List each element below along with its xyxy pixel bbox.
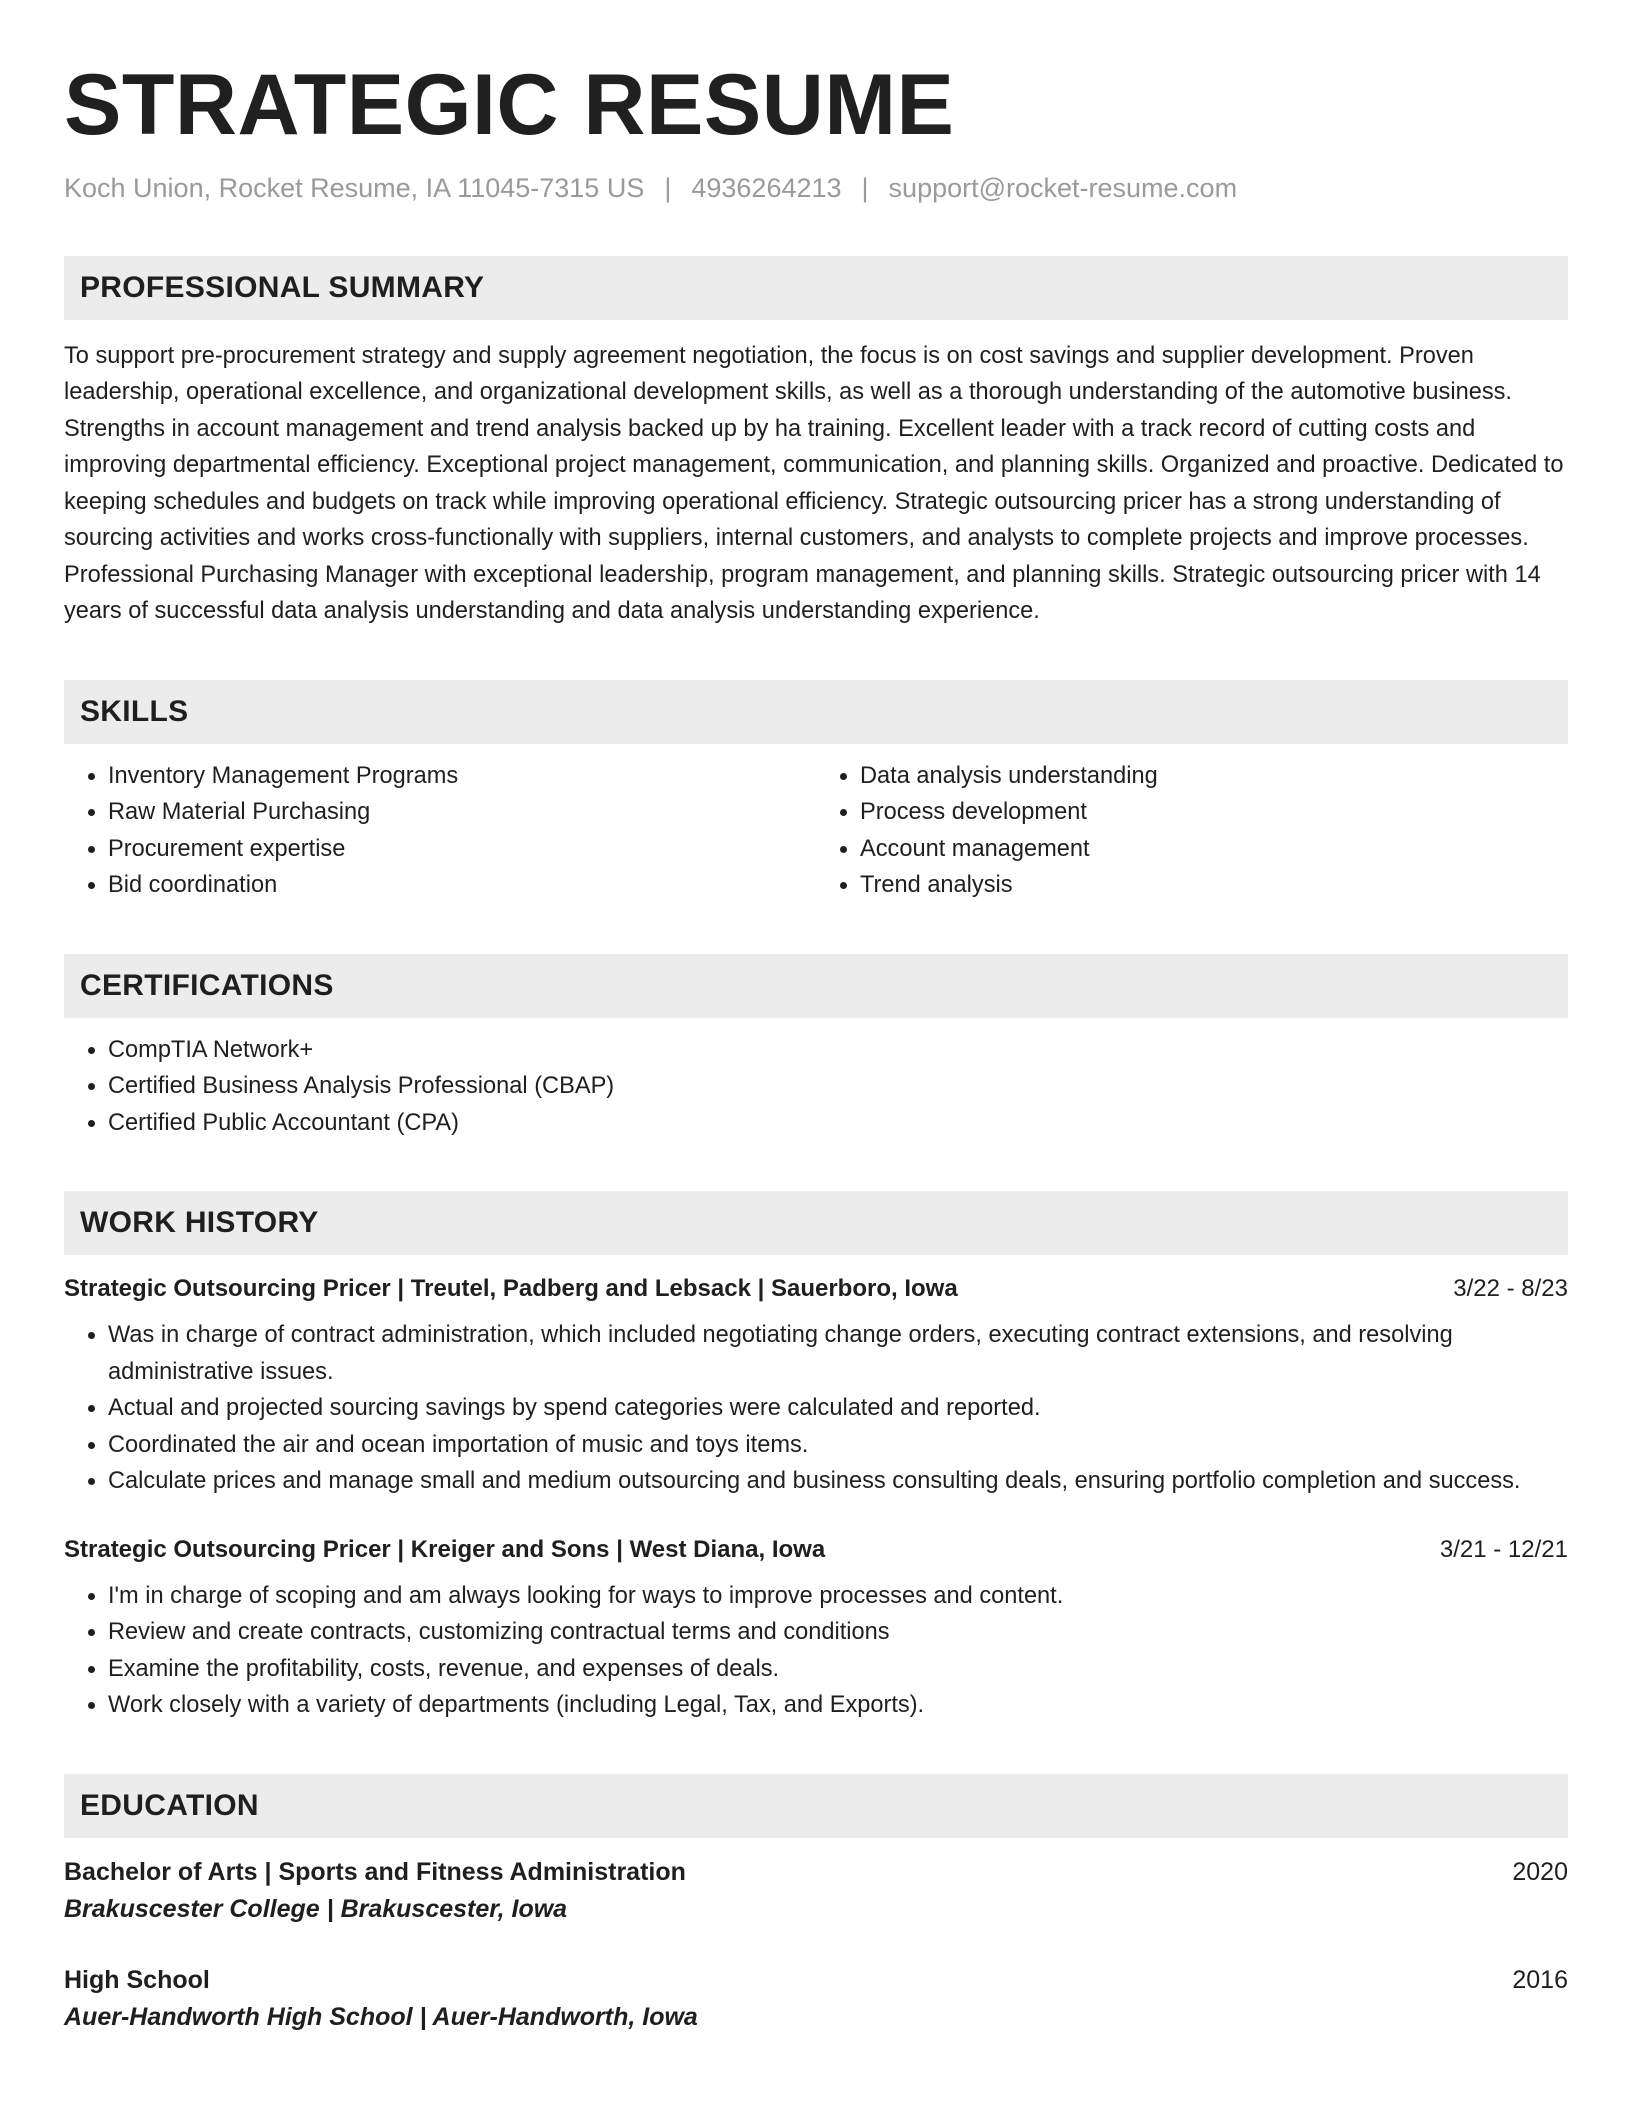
section-heading-certifications: CERTIFICATIONS (64, 954, 1568, 1018)
job-heading: Strategic Outsourcing Pricer | Kreiger and Sons | West Diana, Iowa (64, 1535, 826, 1563)
job-bullet: • Work closely with a variety of departments (including Legal, Tax, and Exports). (108, 1687, 1568, 1724)
education-degree: Bachelor of Arts | Sports and Fitness Administration (64, 1857, 686, 1886)
education-year: 2020 (1512, 1857, 1568, 1886)
job-heading-row (64, 1275, 1568, 1303)
section-heading-education: EDUCATION (64, 1774, 1568, 1838)
skill-item: • Process development (860, 794, 1568, 831)
section-heading-work-history: WORK HISTORY (64, 1191, 1568, 1255)
job-bullet: • I'm in charge of scoping and am always looking for ways to improve processes and content. (108, 1578, 1568, 1615)
job-heading-row (64, 1536, 1568, 1564)
education-heading-row (64, 1966, 1568, 1995)
certification-item: • Certified Business Analysis Professional (CBAP) (108, 1068, 1568, 1105)
section-heading-skills: SKILLS (64, 680, 1568, 744)
skills-grid (64, 758, 1568, 904)
skill-item: • Inventory Management Programs (108, 758, 816, 795)
skill-item: • Raw Material Purchasing (108, 794, 816, 831)
contact-line (64, 173, 1568, 204)
job-bullets (64, 1578, 1568, 1724)
contact-separator: | (861, 172, 869, 203)
skill-item: • Account management (860, 831, 1568, 868)
education-school: Auer-Handworth High School | Auer-Handworth, Iowa (64, 2002, 698, 2031)
resume-name: STRATEGIC RESUME (64, 57, 955, 153)
skill-item: • Trend analysis (860, 867, 1568, 904)
job-dates: 3/21 - 12/21 (1439, 1535, 1568, 1563)
job-entry (64, 1275, 1568, 1500)
job-heading: Strategic Outsourcing Pricer | Treutel, Padberg and Lebsack | Sauerboro, Iowa (64, 1275, 958, 1303)
contact-email: support@rocket-resume.com (888, 172, 1238, 203)
contact-separator: | (664, 172, 672, 203)
education-entry (64, 1966, 1568, 2032)
education-degree: High School (64, 1965, 210, 1994)
certification-item: • CompTIA Network+ (108, 1032, 1568, 1069)
job-bullet: • Actual and projected sourcing savings by spend categories were calculated and reported. (108, 1390, 1568, 1427)
certification-item: • Certified Public Accountant (CPA) (108, 1105, 1568, 1142)
skill-item: • Procurement expertise (108, 831, 816, 868)
certifications-list (64, 1032, 1568, 1142)
contact-address: Koch Union, Rocket Resume, IA 11045-7315 US (64, 172, 645, 203)
job-bullet: • Was in charge of contract administration, which included negotiating change orders, executing contract extensions, and resolving administrative issues. (108, 1317, 1568, 1390)
skill-item: • Data analysis understanding (860, 758, 1568, 795)
contact-phone: 4936264213 (691, 172, 842, 203)
skills-list-left (64, 758, 816, 904)
job-bullet: • Review and create contracts, customizing contractual terms and conditions (108, 1614, 1568, 1651)
skills-list-right (816, 758, 1568, 904)
education-school: Brakuscester College | Brakuscester, Iowa (64, 1894, 568, 1923)
job-dates: 3/22 - 8/23 (1453, 1275, 1568, 1303)
summary-text: To support pre-procurement strategy and supply agreement negotiation, the focus is on cost savings and supplier development. Proven leadership, operational excellence, and organizational development skills, as well as a thorough understanding of the automotive business. Strengths in account management and trend analysis backed up by ha training. Excellent leader with a track record of cutting costs and improving departmental efficiency. Exceptional project management, communication, and planning skills. Organized and proactive. Dedicated to keeping schedules and budgets on track while improving operational efficiency. Strategic outsourcing pricer has a strong understanding of sourcing activities and works cross-functionally with suppliers, internal customers, and analysts to complete projects and improve processes. Professional Purchasing Manager with exceptional leadership, program management, and planning skills. Strategic outsourcing pricer with 14 years of successful data analysis understanding and data analysis understanding experience. (64, 342, 1564, 625)
skill-item: • Bid coordination (108, 867, 816, 904)
job-bullet: • Calculate prices and manage small and medium outsourcing and business consulting deals, ensuring portfolio completion and success. (108, 1463, 1568, 1500)
education-heading-row (64, 1858, 1568, 1887)
section-heading-summary: PROFESSIONAL SUMMARY (64, 256, 1568, 320)
job-bullet: • Examine the profitability, costs, revenue, and expenses of deals. (108, 1651, 1568, 1688)
education-year: 2016 (1512, 1965, 1568, 1994)
education-entry (64, 1858, 1568, 1924)
job-entry (64, 1536, 1568, 1724)
job-bullets (64, 1317, 1568, 1500)
job-bullet: • Coordinated the air and ocean importation of music and toys items. (108, 1427, 1568, 1464)
